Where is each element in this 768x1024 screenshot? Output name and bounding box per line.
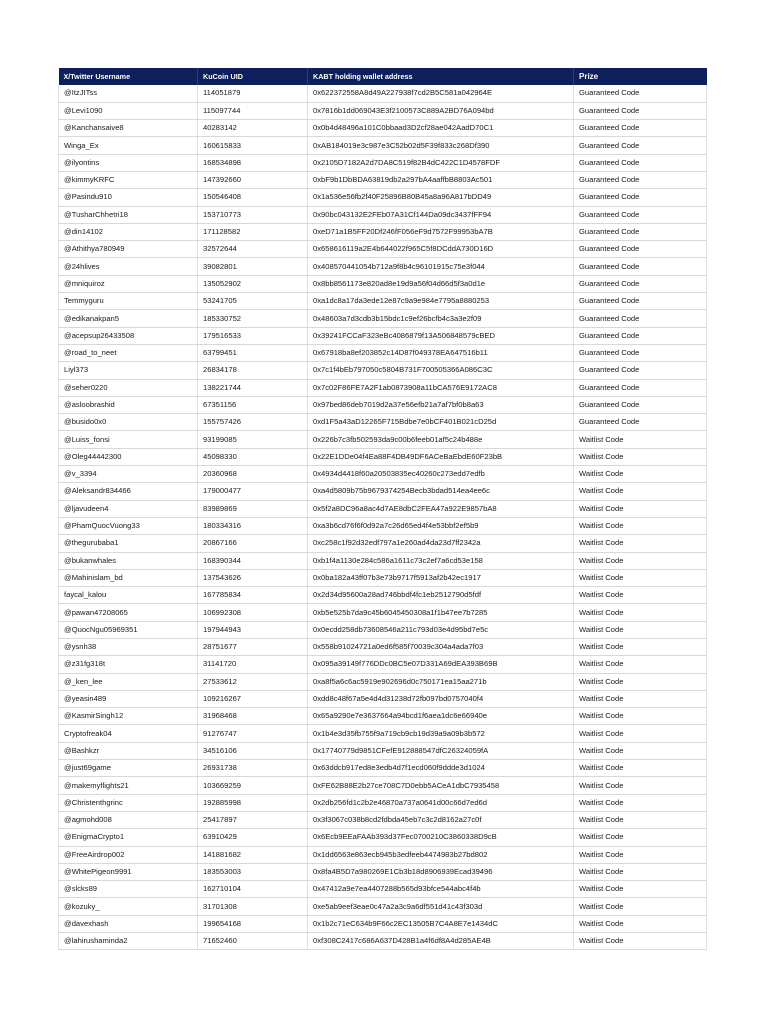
- username-cell: @QuocNgu05969351: [59, 621, 198, 638]
- prize-cell: Waitlist Code: [574, 846, 707, 863]
- uid-cell: 180334316: [198, 517, 308, 534]
- wallet-address-cell: 0x17740779d9851CFefE912888547dfC26324059fA: [308, 742, 574, 759]
- username-cell: @makemyflights21: [59, 777, 198, 794]
- wallet-address-cell: 0xe5ab9eef3eae0c47a2a3c9a6df551d41c43f303d: [308, 898, 574, 915]
- username-cell: @ItzJITss: [59, 85, 198, 102]
- uid-cell: 185330752: [198, 310, 308, 327]
- username-cell: @Aleksandr834466: [59, 483, 198, 500]
- uid-cell: 150546408: [198, 189, 308, 206]
- username-cell: @kozuky_: [59, 898, 198, 915]
- username-cell: @mniquiroz: [59, 275, 198, 292]
- username-cell: @24hlives: [59, 258, 198, 275]
- table-row: [59, 898, 707, 915]
- wallet-address-cell: 0x408570441054b712a9f8b4c96101915c75e3f044: [308, 258, 574, 275]
- prize-cell: Waitlist Code: [574, 448, 707, 465]
- prize-cell: Waitlist Code: [574, 673, 707, 690]
- prize-cell: Guaranteed Code: [574, 171, 707, 188]
- prize-cell: Waitlist Code: [574, 431, 707, 448]
- header-wallet-address: KABT holding wallet address: [308, 68, 574, 85]
- table-row: [59, 794, 707, 811]
- table-row: [59, 206, 707, 223]
- table-row: [59, 621, 707, 638]
- username-cell: @Luiss_fonsi: [59, 431, 198, 448]
- table-row: [59, 137, 707, 154]
- prize-cell: Waitlist Code: [574, 587, 707, 604]
- username-cell: @WhitePigeon9991: [59, 863, 198, 880]
- username-cell: @z31fg318t: [59, 656, 198, 673]
- uid-cell: 32572644: [198, 241, 308, 258]
- winners-table: [58, 68, 707, 950]
- table-row: [59, 223, 707, 240]
- username-cell: @EnigmaCrypto1: [59, 829, 198, 846]
- wallet-address-cell: 0x0b4d48496a101C0bbaad3D2cf28ae042AadD70C1: [308, 120, 574, 137]
- wallet-address-cell: 0x63ddcb917ed8e3edb4d7f1ecd060f9ddde3d1024: [308, 760, 574, 777]
- prize-cell: Waitlist Code: [574, 604, 707, 621]
- table-body: [59, 85, 707, 950]
- prize-cell: Guaranteed Code: [574, 85, 707, 102]
- wallet-address-cell: 0x1b2c71eC634b9F66c2EC13505B7C4A8E7e1434dC: [308, 915, 574, 932]
- prize-cell: Guaranteed Code: [574, 275, 707, 292]
- wallet-address-cell: 0x0ba182a43ff07b3e73b9717f5913af2b42ec1917: [308, 569, 574, 586]
- uid-cell: 25417897: [198, 811, 308, 828]
- wallet-address-cell: 0xeD71a1B5FF20Df246fF056eF9d7572F99953bA7B: [308, 223, 574, 240]
- prize-cell: Guaranteed Code: [574, 206, 707, 223]
- username-cell: @thegurubaba1: [59, 535, 198, 552]
- prize-cell: Waitlist Code: [574, 863, 707, 880]
- wallet-address-cell: 0x226b7c3fb502593da9c00b6feeb01af5c24b488e: [308, 431, 574, 448]
- username-cell: @slcks89: [59, 881, 198, 898]
- uid-cell: 93199085: [198, 431, 308, 448]
- prize-cell: Waitlist Code: [574, 656, 707, 673]
- table-row: [59, 241, 707, 258]
- uid-cell: 67351156: [198, 396, 308, 413]
- uid-cell: 31968468: [198, 708, 308, 725]
- prize-cell: Waitlist Code: [574, 725, 707, 742]
- prize-cell: Waitlist Code: [574, 569, 707, 586]
- table-row: [59, 379, 707, 396]
- uid-cell: 160615833: [198, 137, 308, 154]
- table-row: [59, 414, 707, 431]
- prize-cell: Waitlist Code: [574, 881, 707, 898]
- wallet-address-cell: 0x2db256fd1c2b2e46870a737a0641d00c66d7ed6d: [308, 794, 574, 811]
- username-cell: @Levi1090: [59, 102, 198, 119]
- prize-cell: Waitlist Code: [574, 898, 707, 915]
- table-row: [59, 690, 707, 707]
- username-cell: faycal_kalou: [59, 587, 198, 604]
- wallet-address-cell: 0x0ecdd258db73608546a211c793d03e4d95bd7e5c: [308, 621, 574, 638]
- prize-cell: Waitlist Code: [574, 794, 707, 811]
- prize-cell: Waitlist Code: [574, 811, 707, 828]
- wallet-address-cell: 0xa8f5a6c6ac5919e902696d0c750171ea15aa271b: [308, 673, 574, 690]
- uid-cell: 114051879: [198, 85, 308, 102]
- uid-cell: 199654168: [198, 915, 308, 932]
- wallet-address-cell: 0x095a39149f776DDc0BC5e07D331A69dEA393B69B: [308, 656, 574, 673]
- wallet-address-cell: 0x67918ba8ef203852c14D87f049378EA647516b11: [308, 344, 574, 361]
- uid-cell: 115097744: [198, 102, 308, 119]
- username-cell: @TusharChhetri18: [59, 206, 198, 223]
- table-row: [59, 829, 707, 846]
- username-cell: Winga_Ex: [59, 137, 198, 154]
- wallet-address-cell: 0x558b91024721a0ed6f585f70039c304a4ada7f03: [308, 639, 574, 656]
- wallet-address-cell: 0xd1F5a43aD12265F715Bdbe7e0bCF401B021cD25d: [308, 414, 574, 431]
- uid-cell: 27533612: [198, 673, 308, 690]
- wallet-address-cell: 0x622372558A8d49A227938f7cd2B5C581a042964E: [308, 85, 574, 102]
- username-cell: Liyl373: [59, 362, 198, 379]
- username-cell: Temmyguru: [59, 293, 198, 310]
- table-header-row: [59, 68, 707, 85]
- table-row: [59, 639, 707, 656]
- prize-cell: Waitlist Code: [574, 760, 707, 777]
- uid-cell: 26834178: [198, 362, 308, 379]
- table-row: [59, 154, 707, 171]
- username-cell: @v_3394: [59, 466, 198, 483]
- header-kucoin-uid: KuCoin UID: [198, 68, 308, 85]
- prize-cell: Waitlist Code: [574, 933, 707, 950]
- prize-cell: Waitlist Code: [574, 742, 707, 759]
- prize-cell: Waitlist Code: [574, 500, 707, 517]
- username-cell: @agmohd008: [59, 811, 198, 828]
- wallet-address-cell: 0xAB184019e3c987e3C52b02d5F39f833c268Df390: [308, 137, 574, 154]
- prize-cell: Guaranteed Code: [574, 137, 707, 154]
- uid-cell: 138221744: [198, 379, 308, 396]
- wallet-address-cell: 0xa4d5809b75b9679374254Becb3bdad514ea4ee6c: [308, 483, 574, 500]
- username-cell: @just69game: [59, 760, 198, 777]
- username-cell: @ljavudeen4: [59, 500, 198, 517]
- wallet-address-cell: 0x1dd6563e863ecb945b3edfeeb4474983b27bd802: [308, 846, 574, 863]
- wallet-address-cell: 0x2d34d95600a28ad746bbdf4fc1eb2512790d5fdf: [308, 587, 574, 604]
- uid-cell: 53241705: [198, 293, 308, 310]
- username-cell: @Mahinislam_bd: [59, 569, 198, 586]
- wallet-address-cell: 0x1a536e56fb2f40F25896B80B45a8a96A817bDD49: [308, 189, 574, 206]
- prize-cell: Waitlist Code: [574, 915, 707, 932]
- uid-cell: 135052902: [198, 275, 308, 292]
- table-row: [59, 587, 707, 604]
- uid-cell: 91276747: [198, 725, 308, 742]
- wallet-address-cell: 0xf308C2417c686A637D428B1a4f6df8A4d285AE4B: [308, 933, 574, 950]
- uid-cell: 147392660: [198, 171, 308, 188]
- table-row: [59, 777, 707, 794]
- wallet-address-cell: 0x47412a9e7ea4407288b565d93bfce544abc4f4b: [308, 881, 574, 898]
- uid-cell: 168390344: [198, 552, 308, 569]
- username-cell: @acepsup26433508: [59, 327, 198, 344]
- wallet-address-cell: 0xbF9b1DbBDA63819db2a297bA4aaffbB8803Ac501: [308, 171, 574, 188]
- prize-cell: Guaranteed Code: [574, 258, 707, 275]
- table-row: [59, 673, 707, 690]
- prize-cell: Waitlist Code: [574, 483, 707, 500]
- table-row: [59, 189, 707, 206]
- username-cell: @ilyontins: [59, 154, 198, 171]
- username-cell: Cryptofreak04: [59, 725, 198, 742]
- prize-cell: Guaranteed Code: [574, 241, 707, 258]
- wallet-address-cell: 0x39241FCCaF323eBc4086879f13A506848579cBED: [308, 327, 574, 344]
- uid-cell: 179516533: [198, 327, 308, 344]
- table-row: [59, 344, 707, 361]
- username-cell: @FreeAirdrop002: [59, 846, 198, 863]
- prize-cell: Guaranteed Code: [574, 327, 707, 344]
- uid-cell: 171128582: [198, 223, 308, 240]
- wallet-address-cell: 0x7c1f4bEb797050c5804B731F700505366A086C3C: [308, 362, 574, 379]
- table-row: [59, 120, 707, 137]
- uid-cell: 39082801: [198, 258, 308, 275]
- uid-cell: 26931738: [198, 760, 308, 777]
- table-row: [59, 569, 707, 586]
- username-cell: @yeasin489: [59, 690, 198, 707]
- wallet-address-cell: 0xc258c1f92d32edf797a1e260ad4da23d7ff2342a: [308, 535, 574, 552]
- username-cell: @bukanwhales: [59, 552, 198, 569]
- username-cell: @asloobrashid: [59, 396, 198, 413]
- prize-cell: Waitlist Code: [574, 517, 707, 534]
- wallet-address-cell: 0xdd8c48f67a5e4d4d31238d72fb097bd0757040f4: [308, 690, 574, 707]
- prize-cell: Waitlist Code: [574, 777, 707, 794]
- username-cell: @ysnh38: [59, 639, 198, 656]
- uid-cell: 167785834: [198, 587, 308, 604]
- uid-cell: 34516106: [198, 742, 308, 759]
- prize-cell: Guaranteed Code: [574, 102, 707, 119]
- username-cell: @_ken_lee: [59, 673, 198, 690]
- username-cell: @Pasindu910: [59, 189, 198, 206]
- wallet-address-cell: 0x4934d4418f60a20503835ec40260c273edd7edfb: [308, 466, 574, 483]
- table-row: [59, 275, 707, 292]
- table-row: [59, 535, 707, 552]
- table-row: [59, 915, 707, 932]
- wallet-address-cell: 0x22E1DDe04f4Ea88F4DB49DF6ACeBaEbdE60F23bB: [308, 448, 574, 465]
- uid-cell: 83989869: [198, 500, 308, 517]
- table-row: [59, 725, 707, 742]
- prize-cell: Guaranteed Code: [574, 120, 707, 137]
- table-row: [59, 362, 707, 379]
- prize-cell: Guaranteed Code: [574, 362, 707, 379]
- table-row: [59, 760, 707, 777]
- prize-cell: Guaranteed Code: [574, 189, 707, 206]
- table-row: [59, 811, 707, 828]
- uid-cell: 20867166: [198, 535, 308, 552]
- uid-cell: 31141720: [198, 656, 308, 673]
- table-row: [59, 881, 707, 898]
- username-cell: @KasmirSingh12: [59, 708, 198, 725]
- username-cell: @Oleg44442300: [59, 448, 198, 465]
- username-cell: @davexhash: [59, 915, 198, 932]
- uid-cell: 31701308: [198, 898, 308, 915]
- wallet-address-cell: 0x1b4e3d35fb755f9a719cb9cb19d39a9a09b3b572: [308, 725, 574, 742]
- uid-cell: 162710104: [198, 881, 308, 898]
- uid-cell: 109216267: [198, 690, 308, 707]
- prize-cell: Waitlist Code: [574, 535, 707, 552]
- uid-cell: 183553003: [198, 863, 308, 880]
- table-row: [59, 431, 707, 448]
- table-row: [59, 171, 707, 188]
- header-prize: Prize: [574, 68, 707, 85]
- username-cell: @Bashkzr: [59, 742, 198, 759]
- wallet-address-cell: 0xa1dc8a17da3ede12e87c9a9e984e7795a8880253: [308, 293, 574, 310]
- username-cell: @busido0x0: [59, 414, 198, 431]
- wallet-address-cell: 0x6Ecb9EEaFAAb393d37Fec0700210C3860338D9cB: [308, 829, 574, 846]
- wallet-address-cell: 0x3f3067c038b8cd2fdbda45eb7c3c2d8162a27c0f: [308, 811, 574, 828]
- prize-cell: Guaranteed Code: [574, 154, 707, 171]
- uid-cell: 192885998: [198, 794, 308, 811]
- prize-cell: Guaranteed Code: [574, 379, 707, 396]
- prize-cell: Guaranteed Code: [574, 414, 707, 431]
- prize-cell: Waitlist Code: [574, 829, 707, 846]
- uid-cell: 153710773: [198, 206, 308, 223]
- wallet-address-cell: 0xa3b6cd76f6f0d92a7c26d65ed4f4e53bbf2ef5b9: [308, 517, 574, 534]
- table-row: [59, 500, 707, 517]
- prize-cell: Waitlist Code: [574, 639, 707, 656]
- username-cell: @lahirushaminda2: [59, 933, 198, 950]
- wallet-address-cell: 0x90bc043132E2FEb07A31Cf144Da09dc3437fFF94: [308, 206, 574, 223]
- uid-cell: 197944943: [198, 621, 308, 638]
- prize-cell: Waitlist Code: [574, 552, 707, 569]
- wallet-address-cell: 0x2105D7182A2d7DA8C519f82B4dC422C1D4578FDF: [308, 154, 574, 171]
- table-row: [59, 466, 707, 483]
- username-cell: @Athithya780949: [59, 241, 198, 258]
- header-username: X/Twitter Username: [59, 68, 198, 85]
- uid-cell: 141881682: [198, 846, 308, 863]
- prize-cell: Waitlist Code: [574, 466, 707, 483]
- table-row: [59, 517, 707, 534]
- table-row: [59, 102, 707, 119]
- uid-cell: 106992308: [198, 604, 308, 621]
- username-cell: @seher0220: [59, 379, 198, 396]
- prize-cell: Guaranteed Code: [574, 293, 707, 310]
- wallet-address-cell: 0x5f2a8DC96a8ac4d7AE8dbC2FEA47a922E9857bA8: [308, 500, 574, 517]
- prize-cell: Waitlist Code: [574, 708, 707, 725]
- table-row: [59, 708, 707, 725]
- prize-cell: Guaranteed Code: [574, 310, 707, 327]
- uid-cell: 168534898: [198, 154, 308, 171]
- wallet-address-cell: 0x48603a7d3cdb3b15bdc1c9ef26bcfb4c3a3e2f09: [308, 310, 574, 327]
- wallet-address-cell: 0x97bed86deb7019d2a37e56efb21a7af7bf0b8a63: [308, 396, 574, 413]
- uid-cell: 137543626: [198, 569, 308, 586]
- prize-cell: Waitlist Code: [574, 621, 707, 638]
- uid-cell: 63910429: [198, 829, 308, 846]
- table-row: [59, 85, 707, 102]
- username-cell: @Christenthgrinc: [59, 794, 198, 811]
- uid-cell: 28751677: [198, 639, 308, 656]
- wallet-address-cell: 0xb1f4a1130e284c586a1611c73c2ef7a6cd53e158: [308, 552, 574, 569]
- uid-cell: 103669259: [198, 777, 308, 794]
- wallet-address-cell: 0xFE62B88E2b27ce708C7D0ebb5ACeA1dbC7935458: [308, 777, 574, 794]
- wallet-address-cell: 0x658616119a2E4b644022f965C5f8DCddA730D16D: [308, 241, 574, 258]
- wallet-address-cell: 0x7c02F86FE7A2F1ab0873908a11bCA576E9172AC8: [308, 379, 574, 396]
- table-row: [59, 933, 707, 950]
- table-row: [59, 483, 707, 500]
- username-cell: @road_to_neet: [59, 344, 198, 361]
- table-row: [59, 310, 707, 327]
- username-cell: @Kanchansaive8: [59, 120, 198, 137]
- uid-cell: 179000477: [198, 483, 308, 500]
- table-row: [59, 742, 707, 759]
- wallet-address-cell: 0x8fa4B5D7a980269E1Cb3b18d8906939Ecad39496: [308, 863, 574, 880]
- table-row: [59, 293, 707, 310]
- uid-cell: 40283142: [198, 120, 308, 137]
- table-row: [59, 604, 707, 621]
- username-cell: @PhamQuocVuong33: [59, 517, 198, 534]
- uid-cell: 20360968: [198, 466, 308, 483]
- table-row: [59, 396, 707, 413]
- username-cell: @edikanakpan5: [59, 310, 198, 327]
- uid-cell: 63799451: [198, 344, 308, 361]
- prize-cell: Guaranteed Code: [574, 223, 707, 240]
- uid-cell: 45098330: [198, 448, 308, 465]
- table-row: [59, 552, 707, 569]
- spreadsheet-page: [58, 68, 706, 950]
- table-row: [59, 863, 707, 880]
- wallet-address-cell: 0x7816b1dd069043E3f2100573C889A2BD76A094bd: [308, 102, 574, 119]
- uid-cell: 155757426: [198, 414, 308, 431]
- prize-cell: Waitlist Code: [574, 690, 707, 707]
- prize-cell: Guaranteed Code: [574, 396, 707, 413]
- wallet-address-cell: 0x8bb8561173e820ad8e19d9a56f04d66d5f3a0d1e: [308, 275, 574, 292]
- username-cell: @din14102: [59, 223, 198, 240]
- table-row: [59, 846, 707, 863]
- table-row: [59, 258, 707, 275]
- username-cell: @kimmyKRFC: [59, 171, 198, 188]
- username-cell: @pawan47208065: [59, 604, 198, 621]
- prize-cell: Guaranteed Code: [574, 344, 707, 361]
- wallet-address-cell: 0xb5e525b7da9c45b6045450308a1f1b47ee7b7285: [308, 604, 574, 621]
- table-row: [59, 448, 707, 465]
- wallet-address-cell: 0x65a9290e7e3637664a94bcd1f6aea1dc6e66940e: [308, 708, 574, 725]
- table-row: [59, 656, 707, 673]
- uid-cell: 71652460: [198, 933, 308, 950]
- table-row: [59, 327, 707, 344]
